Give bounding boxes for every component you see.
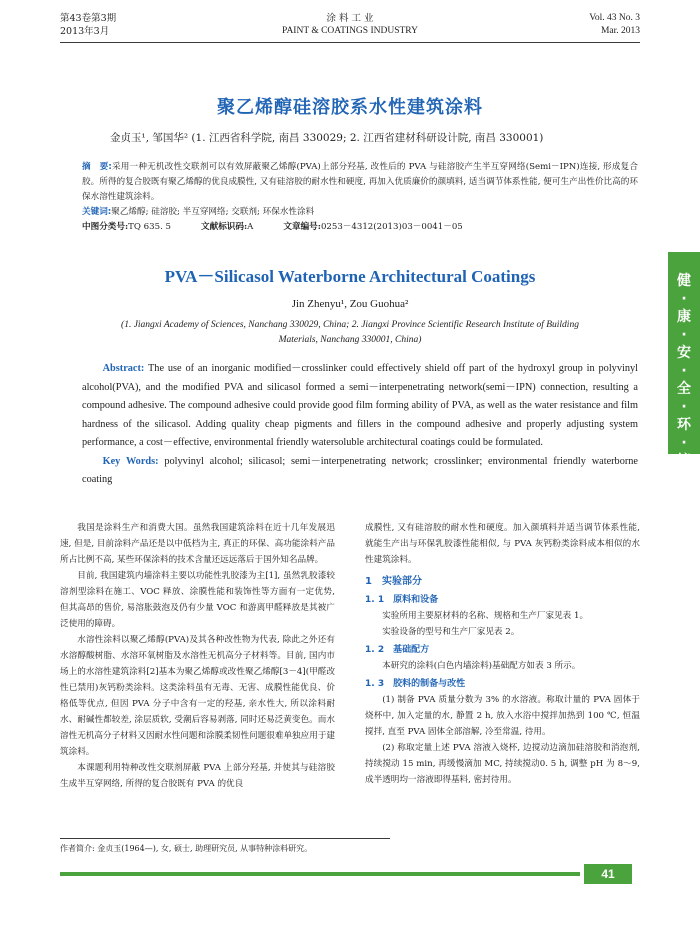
body-paragraph: 成膜性, 又有硅溶胶的耐水性和硬度。加入颜填料并适当调节体系性能, 就能生产出与环保乳胶漆性能相似, 与 PVA 灰钙粉类涂料成本相似的水性建筑涂料。 [365, 523, 640, 565]
keywords-en-label: Key Words: [102, 455, 159, 467]
abstract-cn-text: 采用一种无机改性交联剂可以有效屏蔽聚乙烯醇(PVA)上部分羟基, 改性后的 PVA 与硅溶胶产生半互穿网络(Semi－IPN)连接, 形成复合胶。所得的复合胶既有聚乙烯醇的优良成膜性, 又有硅溶胶的耐水性和硬度, 再加入优质廉价的颜填料, 适当调节体系性能, 便可生产出性价比高的环保水溶性建筑涂料。 [82, 162, 639, 202]
header-month: Mar. 2013 [600, 26, 640, 36]
abstract-cn-block [82, 160, 638, 235]
title-cn: 聚乙烯醇硅溶胶系水性建筑涂料 [217, 97, 483, 118]
keywords-cn-label: 关键词: [82, 207, 112, 217]
clc-value: TQ 635. 5 [128, 222, 171, 232]
article-label: 文章编号: [283, 222, 321, 232]
body-paragraph: 本课题利用特种改性交联剂屏蔽 PVA 上部分羟基, 并使其与硅溶胶生成半互穿网络, 所得的复合胶既有 PVA 的优良 [60, 763, 335, 789]
body-paragraph: 本研究的涂料(白色内墙涂料)基础配方如表 3 所示。 [382, 661, 581, 671]
doc-value: A [247, 222, 254, 232]
section-side-tab [668, 252, 700, 469]
keywords-cn-text: 聚乙烯醇; 硅溶胶; 半互穿网络; 交联剂; 环保水性涂料 [111, 207, 315, 217]
body-left-column [60, 520, 335, 792]
page-number: 41 [584, 864, 632, 884]
header-journal-cn: 涂 料 工 业 [326, 13, 374, 24]
body-paragraph: 实验所用主要原材料的名称、规格和生产厂家见表 1。 [382, 611, 589, 621]
header-issue [60, 12, 116, 38]
header-volume: 第43卷第3期 [60, 13, 117, 24]
keywords-cn [82, 205, 638, 220]
abstract-cn [82, 160, 638, 205]
clc-label: 中图分类号: [82, 222, 129, 232]
subsection-heading: 1. 2 基础配方 [365, 645, 430, 655]
body-paragraph: 水溶性涂料以聚乙烯醇(PVA)及其各种改性物为代表, 除此之外还有水溶醇酸树脂、水溶环氧树脂及水溶性无机高分子材料等。目前, 国内市场上的水溶性建筑涂料[2]基本为聚乙烯醇或改性聚乙烯醇[3－4](甲醛改性已禁用)灰钙粉类涂料。这类涂料虽有无毒、无害、成膜性能优良、价格低等优点, 但因 PVA 分子中含有一定的羟基, 亲水性大, 所以涂料耐水、耐碱性都较差, 涂层质软, 受潮后容易剥落, 同时还易泛黄变色。而水溶性无机高分子材料又因耐水性问题和涂膜柔韧性问题很难单独应用于建筑涂料。 [60, 635, 336, 757]
author-footnote: 作者简介: 金贞玉(1964—), 女, 硕士, 助理研究员, 从事特种涂料研究。 [60, 838, 390, 854]
affiliations-en: (1. Jiangxi Academy of Sciences, Nanchang 330029, China; 2. Jiangxi Province Scientific Research Institute of Building Materials, Nanchang 330001, China) [121, 320, 579, 345]
body-paragraph: 目前, 我国建筑内墙涂料主要以功能性乳胶漆为主[1], 虽然乳胶漆较溶剂型涂料在施工、VOC 释放、涂膜性能和装饰性等方面有一定优势, 但其高昂的售价, 易溶胀鼓泡及仍有少量 VOC 和游离甲醛释放是其被广泛使用的障碍。 [60, 571, 335, 629]
header-journal-en: PAINT & COATINGS INDUSTRY [282, 26, 418, 36]
body-paragraph: 实验设备的型号和生产厂家见表 2。 [382, 627, 520, 637]
abstract-en-block [82, 360, 638, 490]
footer-bar [60, 872, 580, 876]
header-vol [520, 12, 640, 38]
title-en: PVA－Silicasol Waterborne Architectural Coatings [164, 267, 536, 286]
body-paragraph: (1) 制备 PVA 质量分数为 3% 的水溶液。称取计量的 PVA 固体于烧杯中, 加入定量的水, 静置 2 h, 放入水浴中搅拌加热到 100 ℃, 恒温搅拌, 直至 PVA 固体全部溶解, 冷至常温, 待用。 [365, 695, 640, 737]
classification-cn [82, 220, 638, 235]
keywords-en [82, 453, 638, 490]
abstract-cn-label: 摘 要: [82, 162, 112, 172]
header-date: 2013年3月 [60, 26, 110, 37]
section-heading: 1 实验部分 [365, 576, 422, 587]
keywords-en-text: polyvinyl alcohol; silicasol; semi－interpenetrating network; crosslinker; environmental friendly waterborne coating [82, 455, 639, 485]
article-value: 0253－4312(2013)03－0041－05 [320, 222, 463, 232]
header-journal [200, 12, 500, 38]
header-vol-no: Vol. 43 No. 3 [589, 13, 640, 23]
doc-label: 文献标识码: [201, 222, 248, 232]
body-paragraph: (2) 称取定量上述 PVA 溶液入烧杯, 边搅动边滴加硅溶胶和消泡剂, 持续搅动 15 min, 再缓慢滴加 MC, 持续搅动0. 5 h, 调整 pH 为 8～9, 成半透明均一溶液即得基料, 密封待用。 [365, 743, 640, 785]
abstract-en [82, 360, 638, 453]
body-paragraph: 我国是涂料生产和消费大国。虽然我国建筑涂料在近十几年发展迅速, 但是, 目前涂料产品还是以中低档为主, 真正的环保、高功能涂料产品所占比例不高, 某些环保涂料的技术含量还远远落后于国外知名品牌。 [60, 523, 335, 565]
subsection-heading: 1. 1 原料和设备 [365, 595, 439, 605]
header-rule [60, 42, 640, 43]
side-tab-label: 健·康·安·全·环·境 [677, 273, 691, 469]
body-right-column [365, 520, 640, 788]
abstract-en-label: Abstract: [102, 363, 145, 374]
subsection-heading: 1. 3 胶料的制备与改性 [365, 679, 466, 689]
authors-cn: 金贞玉¹, 邹国华² (1. 江西省科学院, 南昌 330029; 2. 江西省建材科研设计院, 南昌 330001) [110, 132, 544, 144]
authors-en: Jin Zhenyu¹, Zou Guohua² [291, 298, 409, 310]
abstract-en-text: The use of an inorganic modified－crosslinker could effectively shield off part of the hydroxyl group in polyvinyl alcohol(PVA), and the modified PVA and silicasol formed a semi－interpenetrating network(semi－IPN) connection, resulting a compound adhesive. The compound adhesive could provide good film forming ability of PVA, as well as the water resistance and film hardness of the silicasol. Adding quality cheap pigments and fillers in the compound adhesive and properly adjusting system performance, a cost－effective, environmental friendly watersoluble architectural coatings could be formulated. [82, 363, 639, 448]
